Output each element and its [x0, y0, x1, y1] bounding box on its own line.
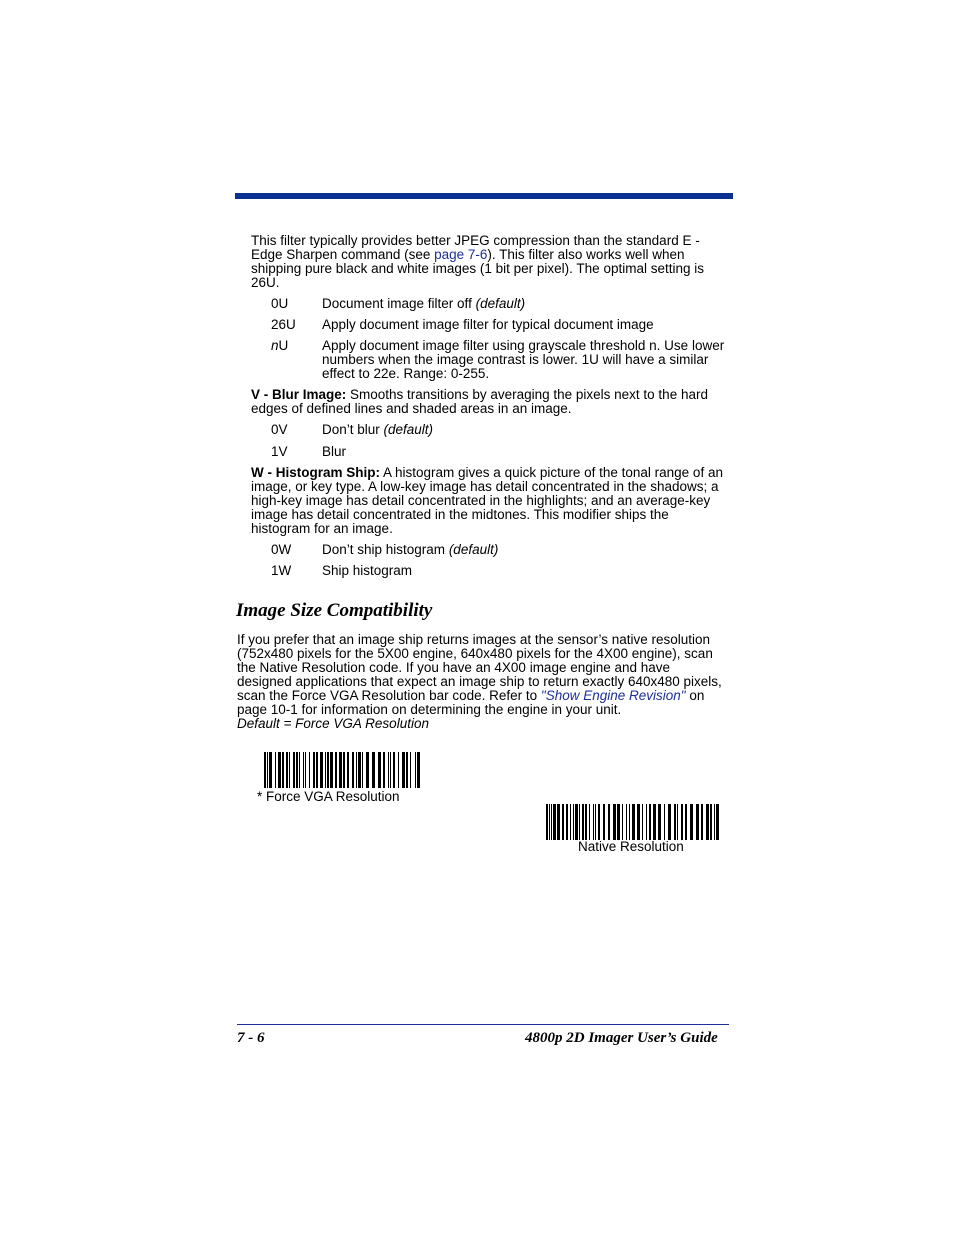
option-desc-text: Don’t ship histogram — [322, 542, 449, 557]
barcode-bar — [642, 804, 643, 840]
default-line: Default = Force VGA Resolution — [237, 716, 429, 731]
barcode-bar — [674, 804, 676, 840]
barcode-bar — [637, 804, 640, 840]
option-code — [271, 339, 288, 353]
barcode-bar — [275, 752, 276, 788]
barcode-label: Native Resolution — [578, 839, 684, 854]
barcode-bar — [320, 752, 323, 788]
barcode-bar — [549, 804, 550, 840]
barcode-bar — [372, 752, 375, 788]
option-desc — [322, 423, 727, 437]
section-text: If you prefer that an image ship returns images at the sensor’s native resolution (752x480 pixels for the 5X00 engine, 640x480 pixels for the 4X00 engine), scan the Native Resolution code. If you have an 4X00 image engine and have designed applications that expect an image ship to return exactly 640x480 pixels, scan the Force VGA Resolution bar code. Refer to — [237, 632, 722, 703]
option-code: 0V — [271, 422, 288, 437]
barcode-bar — [378, 752, 381, 788]
native-resolution-barcode[interactable] — [546, 804, 719, 840]
force-vga-barcode[interactable] — [264, 752, 420, 788]
barcode-bar — [388, 752, 389, 788]
barcode-bar — [296, 752, 298, 788]
barcode-bar — [356, 752, 357, 788]
barcode-bar — [608, 804, 610, 840]
section-text-cont: on page 10-1 for information on determining the engine in your unit. — [237, 688, 705, 717]
histogram-label: W - Histogram Ship: — [251, 465, 380, 480]
section-body — [237, 633, 727, 731]
option-code-variable: n — [271, 338, 279, 353]
option-desc: Blur — [322, 444, 347, 459]
barcode-bar — [278, 752, 281, 788]
blur-paragraph — [251, 388, 729, 416]
histogram-text: A histogram gives a quick picture of the tonal range of an image, or key type. A low-key image has detail concentrated in the shadows; a high-key image has detail concentrated in the highlights; and an average-key image has detail concentrated in the midtones. This modifier ships the histogram for an image. — [251, 465, 723, 536]
option-desc: Apply document image filter using grayscale threshold n. Use lower numbers when the image contrast is lower. 1U will have a similar effect to 22e. Range: 0-255. — [322, 338, 725, 381]
barcode-bar — [629, 804, 630, 840]
option-desc: Ship histogram — [322, 563, 413, 578]
barcode-bar — [570, 804, 571, 840]
barcode-bar — [681, 804, 683, 840]
barcode-bar — [264, 752, 266, 788]
barcode-bar — [282, 752, 284, 788]
barcode-bar — [566, 804, 568, 840]
barcode-bar — [646, 804, 647, 840]
option-code-suffix: U — [278, 338, 289, 353]
blur-text: Smooths transitions by averaging the pixels next to the hard edges of defined lines and shaded areas in an image. — [251, 387, 708, 416]
option-desc-text: Document image filter off — [322, 296, 476, 311]
document-title: 4800p 2D Imager User’s Guide — [525, 1030, 718, 1046]
option-desc — [322, 297, 727, 311]
barcode-bar — [649, 804, 651, 840]
barcode-bar — [706, 804, 709, 840]
option-code: 1W — [271, 563, 292, 578]
barcode-bar — [299, 752, 300, 788]
barcode-bar — [303, 752, 304, 788]
barcode-bar — [362, 752, 363, 788]
barcode-bar — [653, 804, 656, 840]
barcode-bar — [603, 804, 605, 840]
barcode-bar — [406, 752, 408, 788]
default-note: (default) — [475, 296, 526, 311]
page-link[interactable]: page 7-6 — [434, 247, 488, 262]
option-desc-text: Don’t blur — [322, 422, 384, 437]
barcode-bar — [289, 752, 290, 788]
barcode-bar — [358, 752, 361, 788]
barcode-bar — [343, 752, 345, 788]
option-desc — [322, 543, 727, 557]
barcode-bar — [417, 752, 420, 788]
barcode-bar — [366, 752, 369, 788]
barcode-bar — [595, 804, 596, 840]
barcode-bar — [313, 752, 315, 788]
barcode-bar — [664, 804, 665, 840]
barcode-bar — [352, 752, 354, 788]
barcode-bar — [626, 804, 627, 840]
barcode-bar — [316, 752, 318, 788]
barcode-bar — [325, 752, 326, 788]
section-heading: Image Size Compatibility — [236, 600, 433, 621]
intro-text-cont: ). This filter also works well when shipping pure black and white images (1 bit per pixel). The optimal setting is 26U. — [251, 247, 704, 290]
barcode-bar — [613, 804, 616, 840]
barcode-bar — [546, 804, 548, 840]
barcode-bar — [390, 752, 391, 788]
barcode-bar — [327, 752, 329, 788]
barcode-bar — [267, 752, 268, 788]
intro-paragraph — [251, 234, 729, 290]
barcode-bar — [579, 804, 580, 840]
barcode-bar — [582, 804, 584, 840]
barcode-bar — [598, 804, 600, 840]
barcode-bar — [575, 804, 578, 840]
barcode-bar — [415, 752, 416, 788]
barcode-bar — [658, 804, 661, 840]
default-note: (default) — [383, 422, 434, 437]
barcode-bar — [293, 752, 295, 788]
barcode-bar — [551, 804, 552, 840]
barcode-bar — [701, 804, 703, 840]
barcode-bar — [410, 752, 411, 788]
barcode-bar — [696, 804, 699, 840]
barcode-bar — [339, 752, 342, 788]
barcode-bar — [330, 752, 333, 788]
blur-label: V - Blur Image: — [251, 387, 347, 402]
barcode-bar — [347, 752, 349, 788]
barcode-bar — [632, 804, 635, 840]
barcode-bar — [305, 752, 306, 788]
barcode-bar — [562, 804, 564, 840]
default-note: (default) — [448, 542, 499, 557]
barcode-bar — [690, 804, 693, 840]
barcode-bar — [269, 752, 272, 788]
histogram-paragraph — [251, 466, 729, 536]
barcode-bar — [677, 804, 678, 840]
barcode-bar — [402, 752, 405, 788]
barcode-bar — [589, 804, 590, 840]
barcode-bar — [573, 804, 574, 840]
barcode-bar — [553, 804, 556, 840]
option-code: 26U — [271, 317, 296, 332]
barcode-bar — [309, 752, 310, 788]
show-engine-revision-link[interactable]: "Show Engine Revision" — [540, 688, 686, 703]
barcode-bar — [383, 752, 385, 788]
barcode-bar — [685, 804, 687, 840]
intro-text: This filter typically provides better JPEG compression than the standard E - Edge Sharpen command (see — [251, 233, 700, 262]
barcode-bar — [716, 804, 719, 840]
barcode-bar — [557, 804, 560, 840]
barcode-label: * Force VGA Resolution — [257, 789, 400, 804]
barcode-bar — [622, 804, 623, 840]
barcode-bar — [710, 804, 712, 840]
option-code: 0U — [271, 296, 289, 311]
barcode-bar — [714, 804, 715, 840]
barcode-bar — [286, 752, 288, 788]
option-code: 0W — [271, 542, 292, 557]
footer-rule — [237, 1024, 729, 1025]
barcode-bar — [585, 804, 587, 840]
page-number: 7 - 6 — [237, 1030, 265, 1046]
barcode-bar — [335, 752, 337, 788]
option-desc: Apply document image filter for typical document image — [322, 317, 654, 332]
barcode-bar — [668, 804, 671, 840]
barcode-bar — [593, 804, 594, 840]
barcode-bar — [398, 752, 399, 788]
option-code: 1V — [271, 444, 288, 459]
header-rule — [235, 193, 733, 199]
barcode-bar — [617, 804, 620, 840]
barcode-bar — [393, 752, 395, 788]
